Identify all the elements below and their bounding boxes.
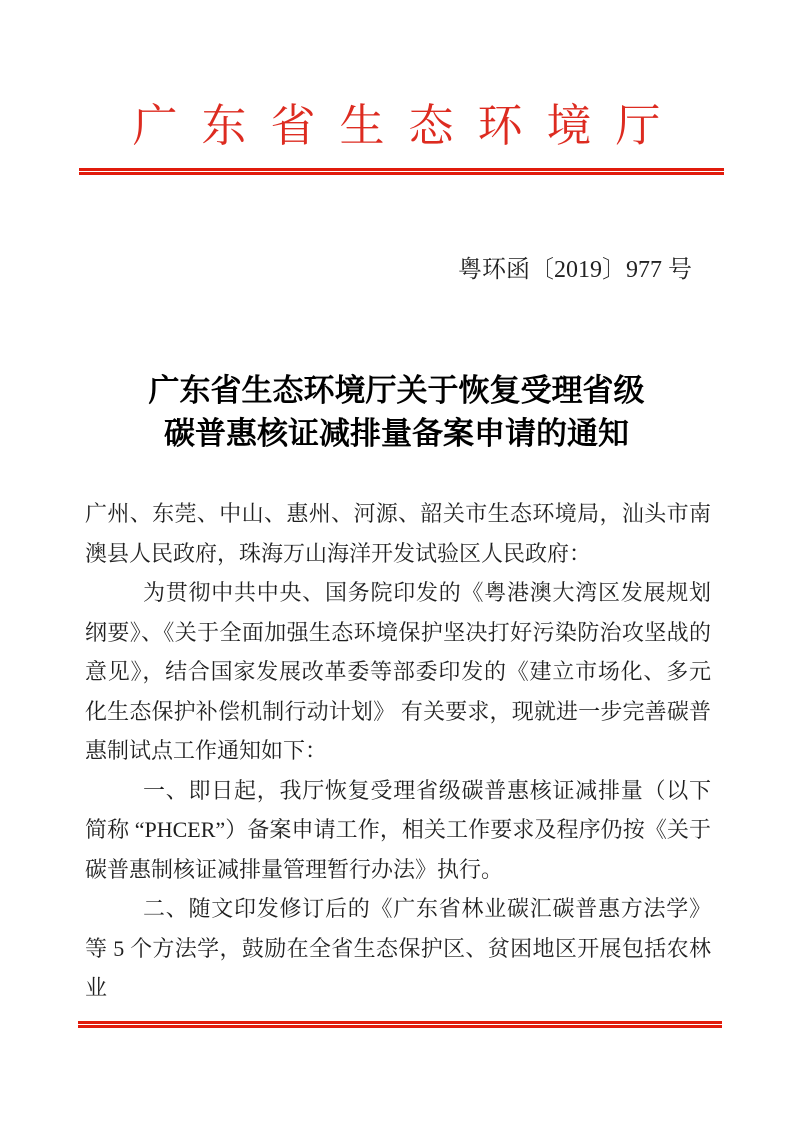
letterhead-agency-name: 广东省生态环境厅 <box>132 101 685 151</box>
document-title-line2: 碳普惠核证减排量备案申请的通知 <box>164 416 629 451</box>
paragraph-preamble: 为贯彻中共中央、国务院印发的《粤港澳大湾区发展规划纲要》、《关于全面加强生态环境保护坚决打好污染防治攻坚战的意见》，结合国家发展改革委等部委印发的《建立市场化、多元化生态保护补偿机制行动计划》 有关要求，现就进一步完善碳普惠制试点工作通知如下： <box>85 580 711 763</box>
paragraph-addressees: 广州、东莞、中山、惠州、河源、韶关市生态环境局，汕头市南澳县人民政府，珠海万山海洋开发试验区人民政府： <box>85 501 711 566</box>
document-reference-number: 粤环函〔2019〕977 号 <box>458 257 692 283</box>
letterhead-divider-line <box>79 168 724 175</box>
document-title-line1: 广东省生态环境厅关于恢复受理省级 <box>148 373 645 408</box>
document-body <box>85 494 711 1008</box>
paragraph-item-one: 一、即日起，我厅恢复受理省级碳普惠核证减排量（以下简称 “PHCER”）备案申请工作，相关工作要求及程序仍按《关于碳普惠制核证减排量管理暂行办法》执行。 <box>85 777 711 882</box>
footer-divider-line <box>78 1021 722 1028</box>
document-title <box>0 369 793 455</box>
paragraph-item-two: 二、随文印发修订后的《广东省林业碳汇碳普惠方法学》等 5 个方法学，鼓励在全省生态保护区、贫困地区开展包括农林业 <box>85 896 711 1000</box>
